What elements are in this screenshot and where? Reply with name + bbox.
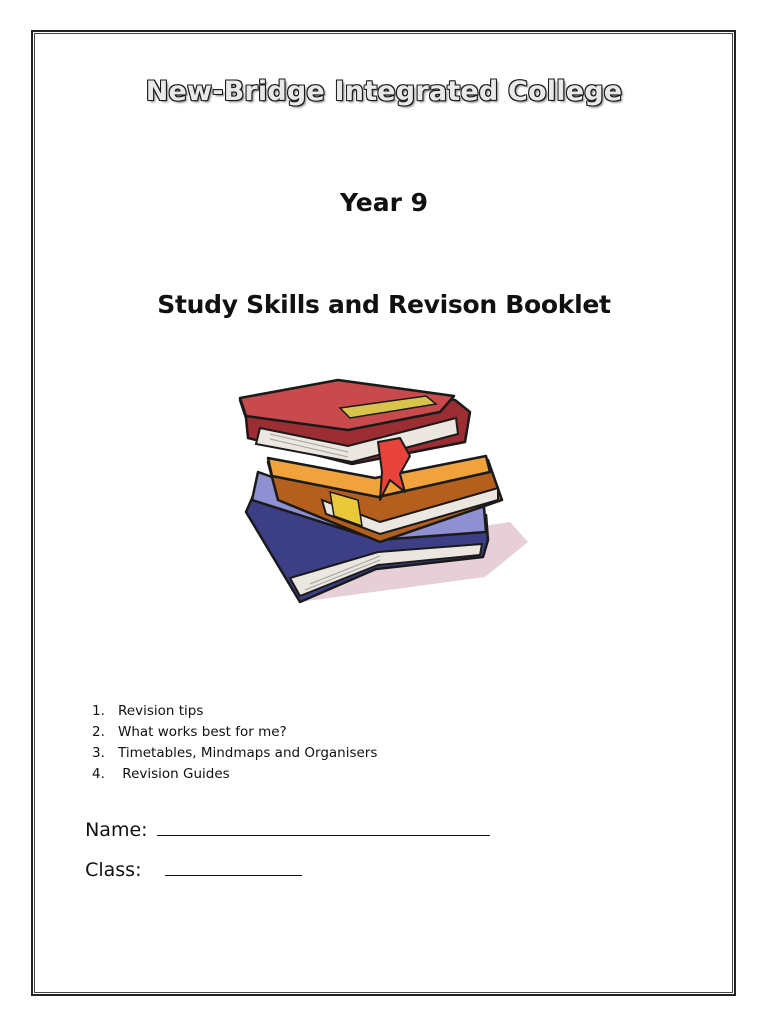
contents-list	[92, 701, 377, 785]
top-book	[240, 380, 470, 464]
name-field-row	[73, 797, 490, 841]
name-blank-line[interactable]	[157, 821, 490, 836]
class-field-row	[73, 837, 302, 881]
class-blank-line[interactable]	[165, 861, 302, 876]
booklet-title: Study Skills and Revison Booklet	[157, 290, 611, 319]
list-item	[92, 701, 377, 722]
class-label: Class:	[85, 859, 142, 881]
list-item-text: Timetables, Mindmaps and Organisers	[118, 745, 378, 761]
list-item	[92, 743, 377, 764]
list-item-number: 4.	[92, 766, 105, 782]
list-item-text: Revision tips	[118, 703, 204, 719]
list-item-text: Revision Guides	[118, 766, 230, 782]
list-item-number: 2.	[92, 724, 105, 740]
list-item-text: What works best for me?	[118, 724, 287, 740]
list-item	[92, 722, 377, 743]
list-item-number: 3.	[92, 745, 105, 761]
name-label: Name:	[85, 819, 148, 841]
college-title: New-Bridge Integrated College	[145, 76, 623, 107]
year-heading: Year 9	[339, 188, 429, 217]
stack-of-books-icon	[230, 372, 540, 612]
list-item	[92, 764, 377, 785]
list-item-number: 1.	[92, 703, 105, 719]
